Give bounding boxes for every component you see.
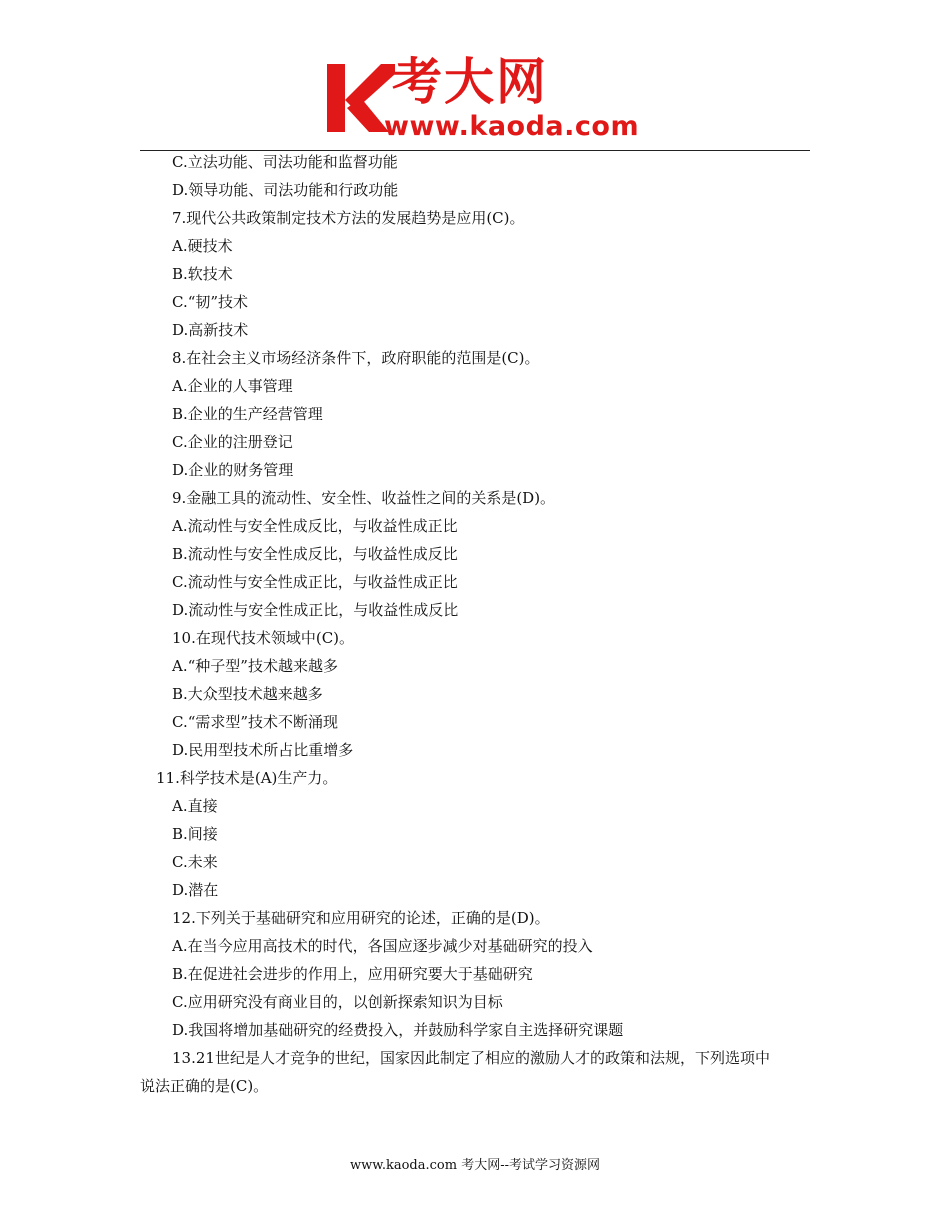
text-line: B.流动性与安全性成反比，与收益性成反比 bbox=[172, 545, 458, 563]
text-line: D.潜在 bbox=[172, 881, 219, 899]
text-line: A.在当今应用高技术的时代，各国应逐步减少对基础研究的投入 bbox=[172, 937, 593, 955]
page-footer: www.kaoda.com 考大网--考试学习资源网 bbox=[350, 1158, 600, 1173]
text-line: B.企业的生产经营管理 bbox=[172, 405, 323, 423]
text-line: C.立法功能、司法功能和监督功能 bbox=[172, 153, 398, 171]
text-line: D.高新技术 bbox=[172, 321, 249, 339]
text-line: B.软技术 bbox=[172, 265, 233, 283]
text-line: C.流动性与安全性成正比，与收益性成正比 bbox=[172, 573, 458, 591]
text-line: D.民用型技术所占比重增多 bbox=[172, 741, 354, 759]
text-line: A.企业的人事管理 bbox=[172, 377, 293, 395]
text-line: 11.科学技术是(A)生产力。 bbox=[156, 769, 338, 787]
text-line: A.直接 bbox=[172, 797, 218, 815]
text-line: A.“种子型”技术越来越多 bbox=[172, 657, 338, 675]
text-line: 12.下列关于基础研究和应用研究的论述，正确的是(D)。 bbox=[172, 909, 550, 927]
text-line: D.我国将增加基础研究的经费投入，并鼓励科学家自主选择研究课题 bbox=[172, 1021, 624, 1039]
text-line: 7.现代公共政策制定技术方法的发展趋势是应用(C)。 bbox=[172, 209, 525, 227]
text-line: C.应用研究没有商业目的，以创新探索知识为目标 bbox=[172, 993, 503, 1011]
text-line: C.未来 bbox=[172, 853, 218, 871]
question-13-line-2: 说法正确的是(C)。 bbox=[140, 1077, 269, 1095]
text-line: C.“需求型”技术不断涌现 bbox=[172, 713, 339, 731]
text-line: D.领导功能、司法功能和行政功能 bbox=[172, 181, 399, 199]
text-line: B.大众型技术越来越多 bbox=[172, 685, 323, 703]
logo-title: 考大网 bbox=[392, 53, 548, 111]
page-header bbox=[0, 0, 950, 152]
text-line: B.在促进社会进步的作用上，应用研究要大于基础研究 bbox=[172, 965, 533, 983]
text-line: 9.金融工具的流动性、安全性、收益性之间的关系是(D)。 bbox=[172, 489, 556, 507]
text-line: 10.在现代技术领域中(C)。 bbox=[172, 629, 355, 647]
logo-url: www.kaoda.com bbox=[384, 111, 640, 142]
text-line: C.“韧”技术 bbox=[172, 293, 249, 311]
text-line: C.企业的注册登记 bbox=[172, 433, 293, 451]
text-line: A.硬技术 bbox=[172, 237, 233, 255]
text-line: B.间接 bbox=[172, 825, 218, 843]
question-13-line-1: 13.21世纪是人才竞争的世纪，国家因此制定了相应的激励人才的政策和法规，下列选项中 bbox=[172, 1049, 770, 1067]
text-line: D.企业的财务管理 bbox=[172, 461, 294, 479]
text-line: A.流动性与安全性成反比，与收益性成正比 bbox=[172, 517, 458, 535]
document-body bbox=[140, 148, 812, 1100]
text-line: 8.在社会主义市场经济条件下，政府职能的范围是(C)。 bbox=[172, 349, 540, 367]
text-line: D.流动性与安全性成正比，与收益性成反比 bbox=[172, 601, 459, 619]
